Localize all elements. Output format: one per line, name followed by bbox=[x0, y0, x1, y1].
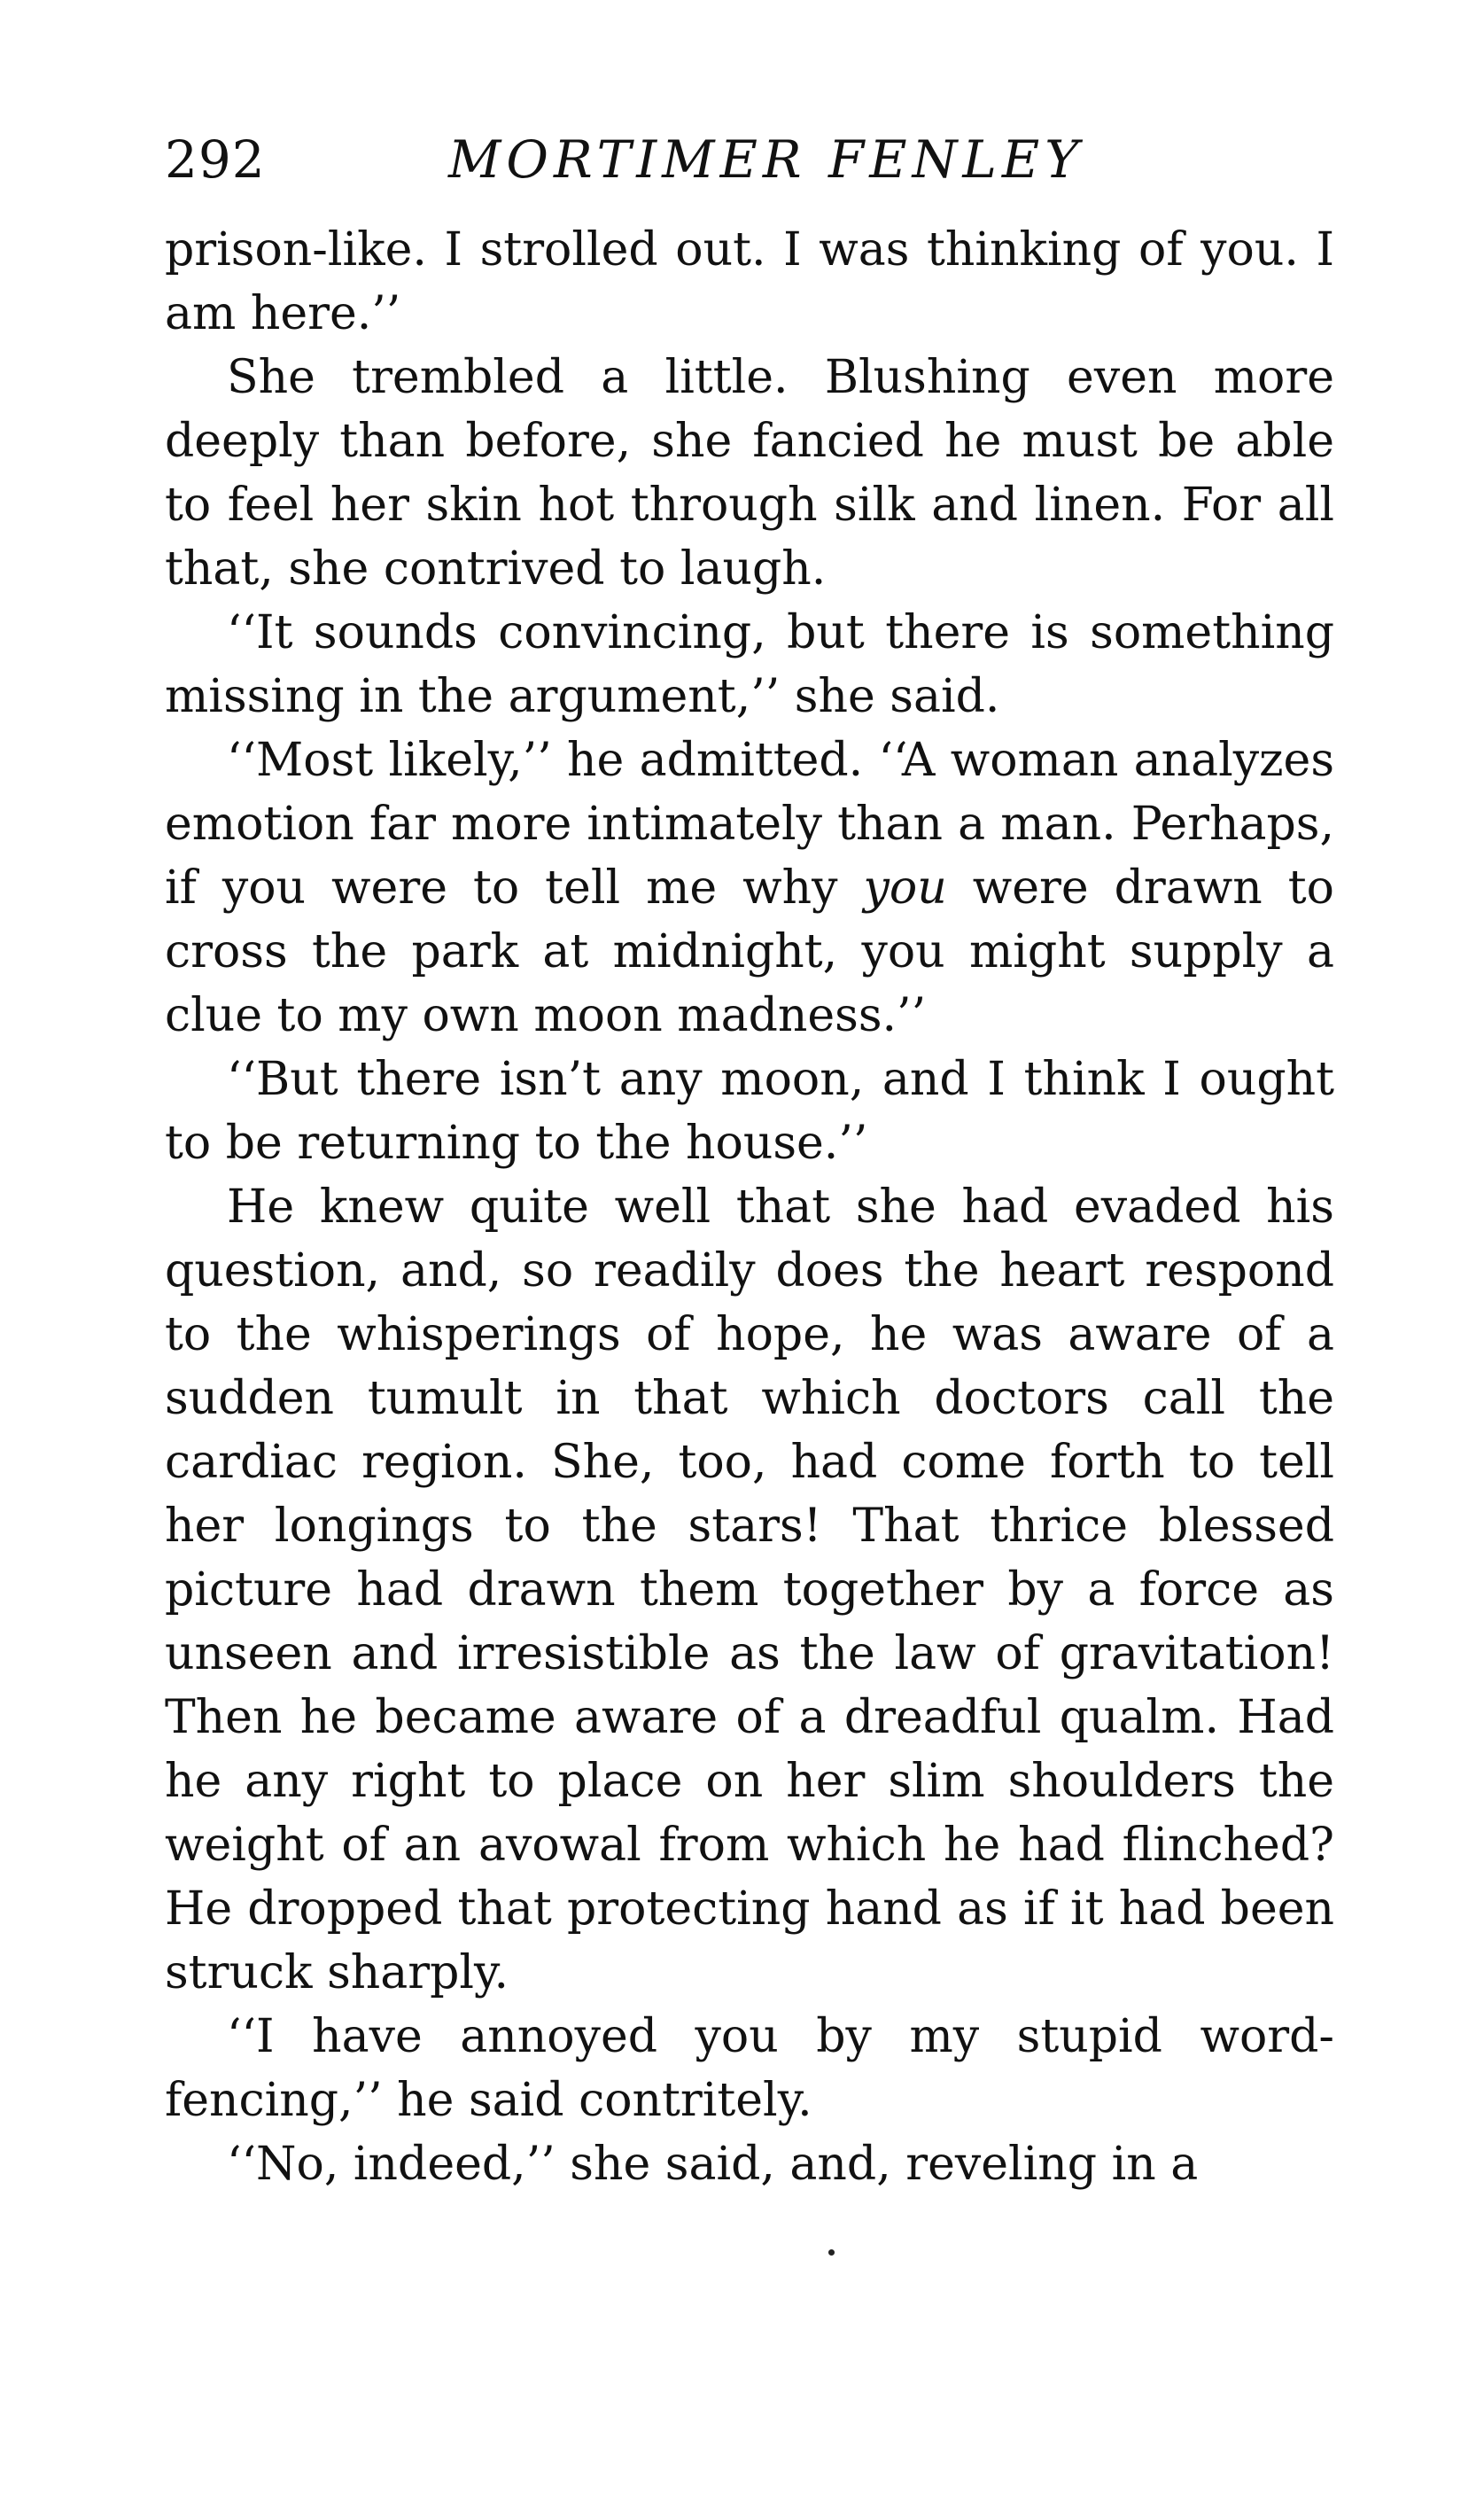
paragraph bbox=[165, 729, 1334, 1048]
paragraph bbox=[165, 2132, 1334, 2196]
paragraph-text: ‘‘No, indeed,’’ she said, and, reveling in a bbox=[227, 2138, 1199, 2191]
paragraph bbox=[165, 2005, 1334, 2132]
paragraph-text: ‘‘Most likely,’’ he admitted. ‘‘A woman analyzes emotion far more intimately than a man. Perhaps, if you were to tell me why bbox=[165, 734, 1334, 915]
paragraph-text: ‘‘But there isn’t any moon, and I think I ought to be returning to the house.’’ bbox=[165, 1053, 1334, 1170]
paragraph-text: He knew quite well that she had evaded his question, and, so readily does the heart respond to the whisperings of hope, he was aware of a sudden tumult in that which doctors call the cardiac region. She, too, had come forth to tell her longings to the stars! That thrice blessed picture had drawn them together by a force as unseen and irresistible as the law of gravitation! Then he became aware of a dreadful qualm. Had he any right to place on her slim shoulders the weight of an avowal from which he had flinched? He dropped that protecting hand as if it had been struck sharply. bbox=[165, 1181, 1334, 1999]
page-header bbox=[165, 124, 1334, 195]
paragraph-text: prison-like. I strolled out. I was thinking of you. I am here.’’ bbox=[165, 223, 1334, 340]
running-title: MORTIMER FENLEY bbox=[448, 129, 1084, 190]
emphasized-text: you bbox=[863, 861, 947, 915]
paragraph bbox=[165, 1175, 1334, 2005]
paragraph-text: ‘‘It sounds convincing, but there is something missing in the argument,’’ she said. bbox=[165, 606, 1334, 723]
body-text bbox=[165, 218, 1334, 2196]
print-speck bbox=[828, 2249, 835, 2256]
paragraph-text: ‘‘I have annoyed you by my stupid word-fencing,’’ he said contritely. bbox=[165, 2010, 1334, 2127]
paragraph bbox=[165, 601, 1334, 729]
paragraph-text: were drawn to cross the park at midnight, you might supply a clue to my own moon madness.’’ bbox=[165, 861, 1334, 1042]
paragraph bbox=[165, 1048, 1334, 1175]
page-number: 292 bbox=[165, 129, 266, 190]
paragraph bbox=[165, 218, 1334, 346]
paragraph bbox=[165, 346, 1334, 601]
paragraph-text: She trembled a little. Blushing even more deeply than before, she fancied he must be able to feel her skin hot through silk and linen. For all that, she contrived to laugh. bbox=[165, 351, 1334, 596]
